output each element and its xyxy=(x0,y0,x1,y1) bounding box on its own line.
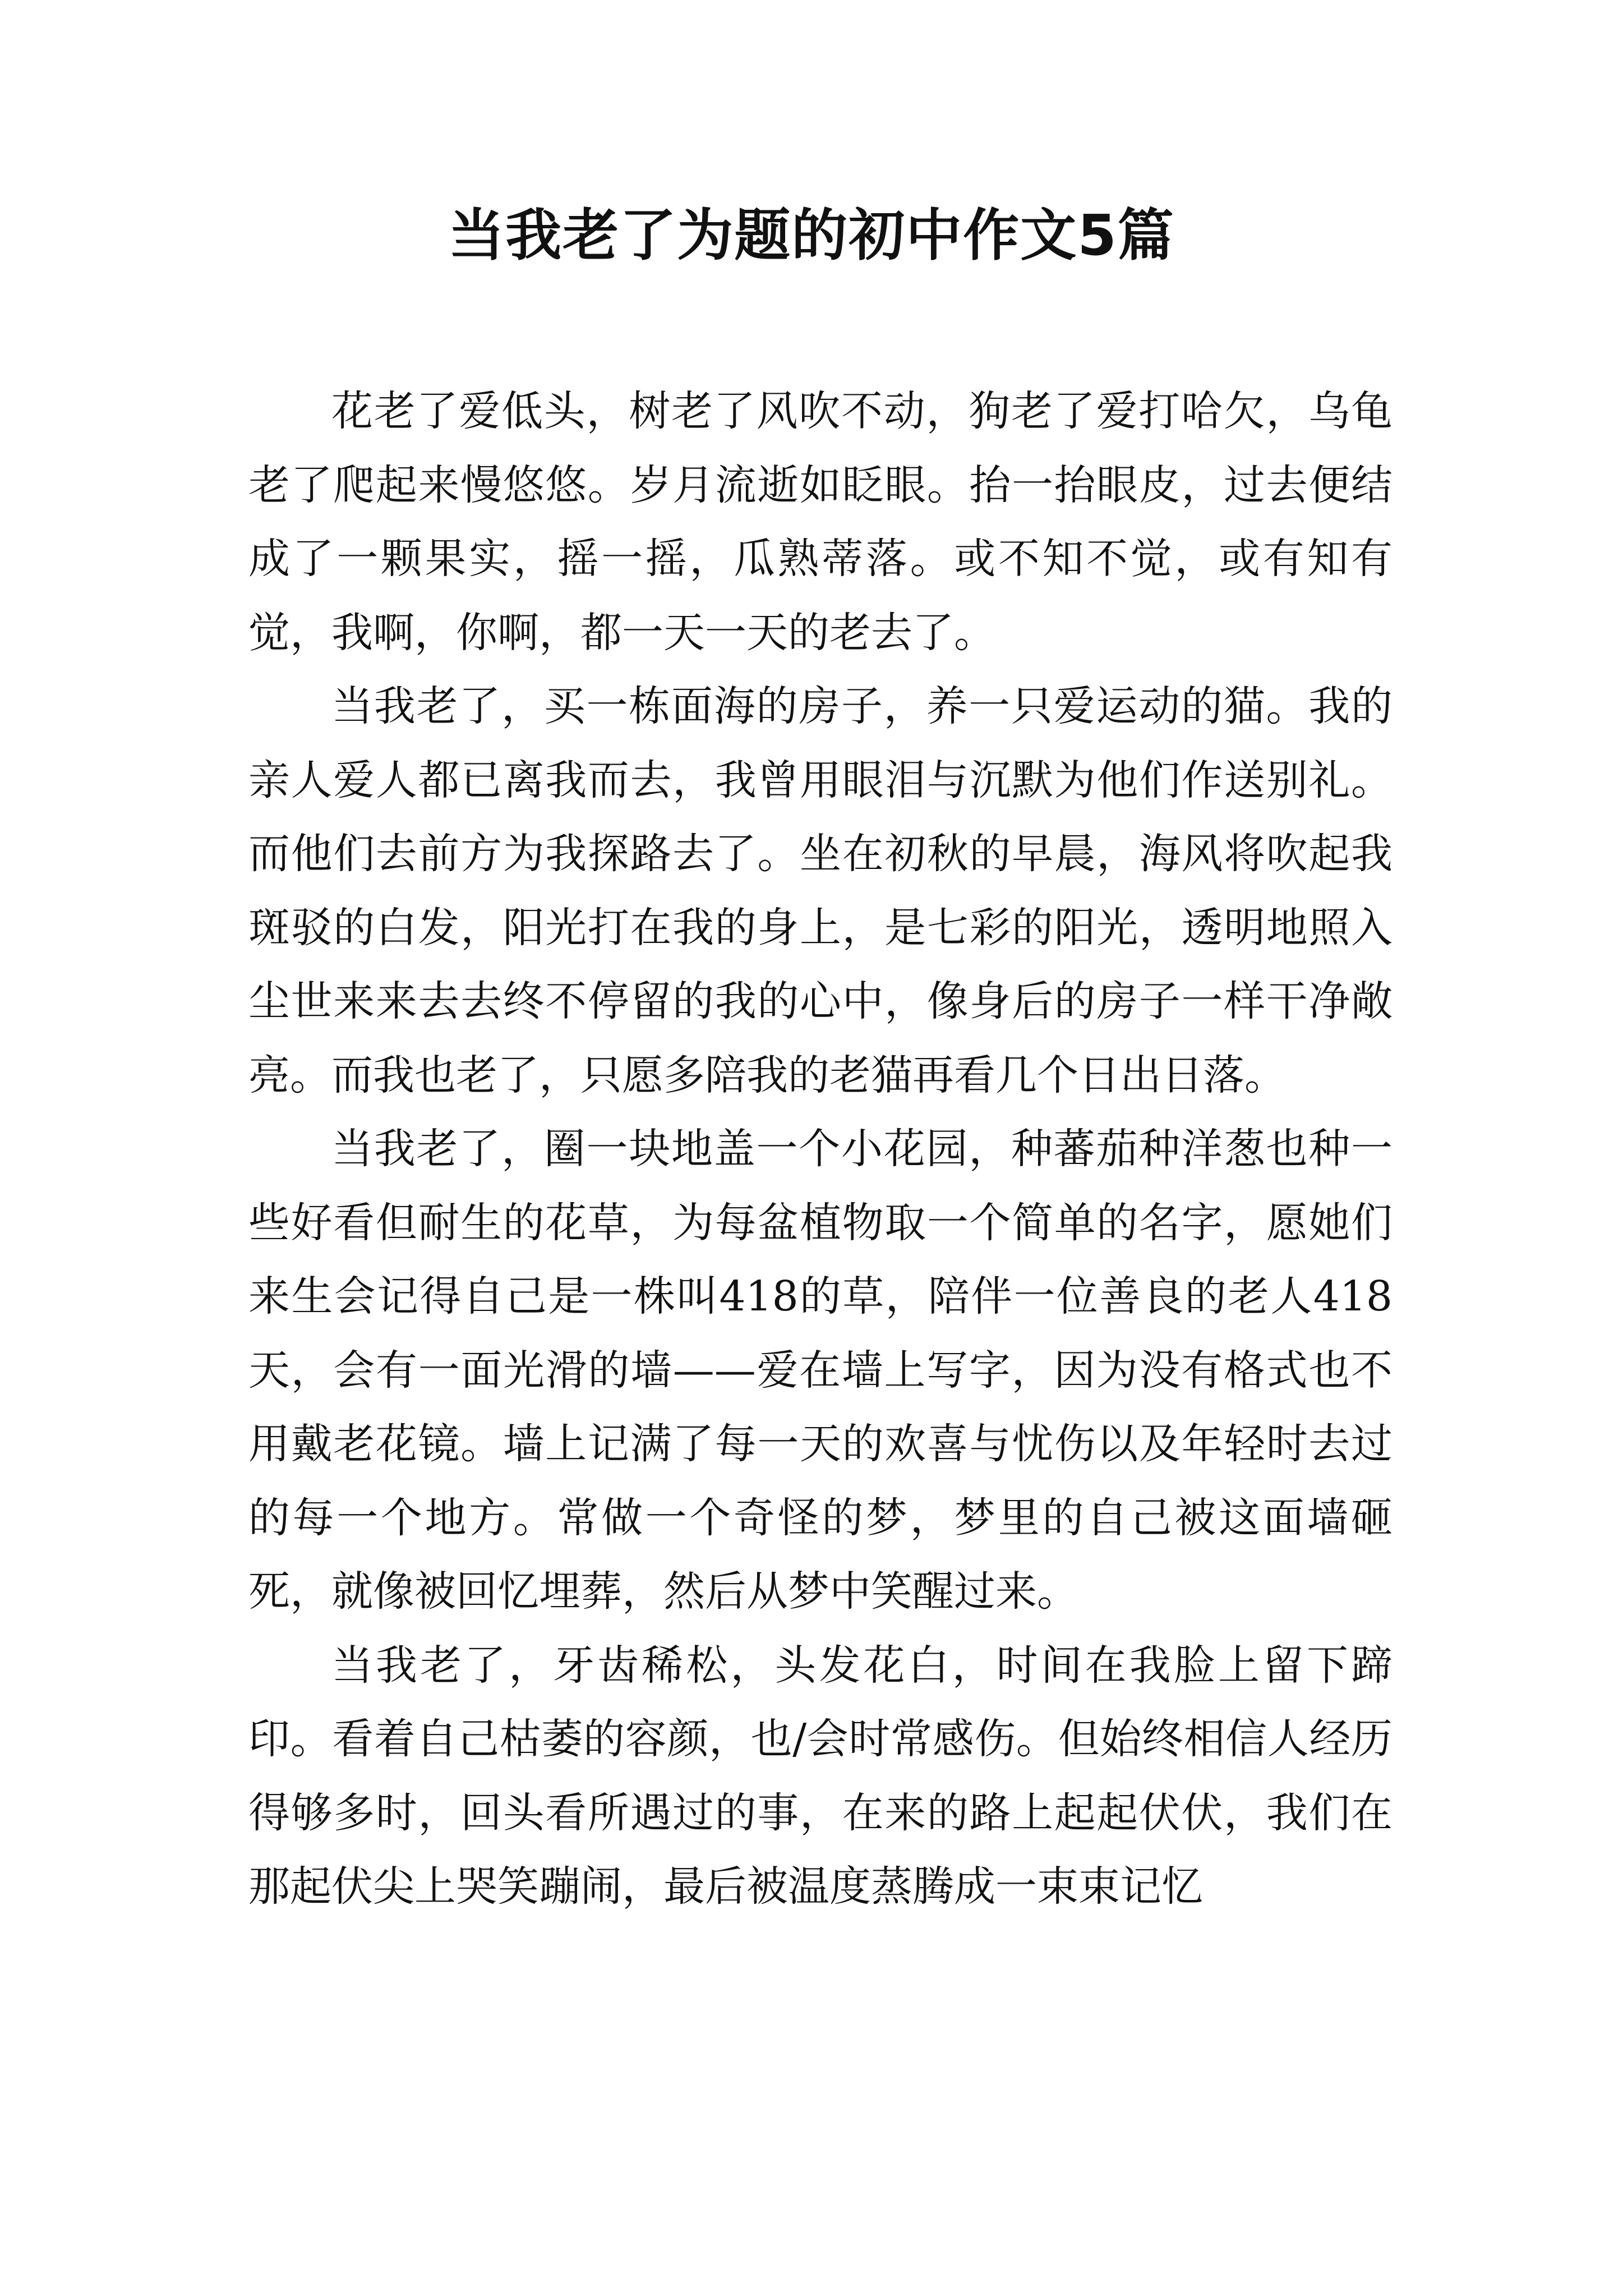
paragraph-3: 当我老了，圈一块地盖一个小花园，种蕃茄种洋葱也种一些好看但耐生的花草，为每盆植物取一个简单的名字，愿她们来生会记得自己是一株叫418的草，陪伴一位善良的老人418天，会有一面光滑的墙——爱在墙上写字，因为没有格式也不用戴老花镜。墙上记满了每一天的欢喜与忧伤以及年轻时去过的每一个地方。常做一个奇怪的梦，梦里的自己被这面墙砸死，就像被回忆埋葬，然后从梦中笑醒过来。 xyxy=(248,1125,1393,1616)
paragraph-4: 当我老了，牙齿稀松，头发花白，时间在我脸上留下蹄印。看着自己枯萎的容颜，也/会时常感伤。但始终相信人经历得够多时，回头看所遇过的事，在来的路上起起伏伏，我们在那起伏尖上哭笑蹦闹，最后被温度蒸腾成一束束记忆 xyxy=(248,1641,1393,1911)
document-body xyxy=(248,375,1393,1924)
paragraph-2: 当我老了，买一栋面海的房子，养一只爱运动的猫。我的亲人爱人都已离我而去，我曾用眼泪与沉默为他们作送别礼。而他们去前方为我探路去了。坐在初秋的早晨，海风将吹起我斑驳的白发，阳光打在我的身上，是七彩的阳光，透明地照入尘世来来去去终不停留的我的心中，像身后的房子一样干净敞亮。而我也老了，只愿多陪我的老猫再看几个日出日落。 xyxy=(248,682,1393,1099)
document-title: 当我老了为题的初中作文5篇 xyxy=(448,203,1175,268)
paragraph-1: 花老了爱低头，树老了风吹不动，狗老了爱打哈欠，乌龟老了爬起来慢悠悠。岁月流逝如眨眼。抬一抬眼皮，过去便结成了一颗果实，摇一摇，瓜熟蒂落。或不知不觉，或有知有觉，我啊，你啊，都一天一天的老去了。 xyxy=(248,387,1393,657)
